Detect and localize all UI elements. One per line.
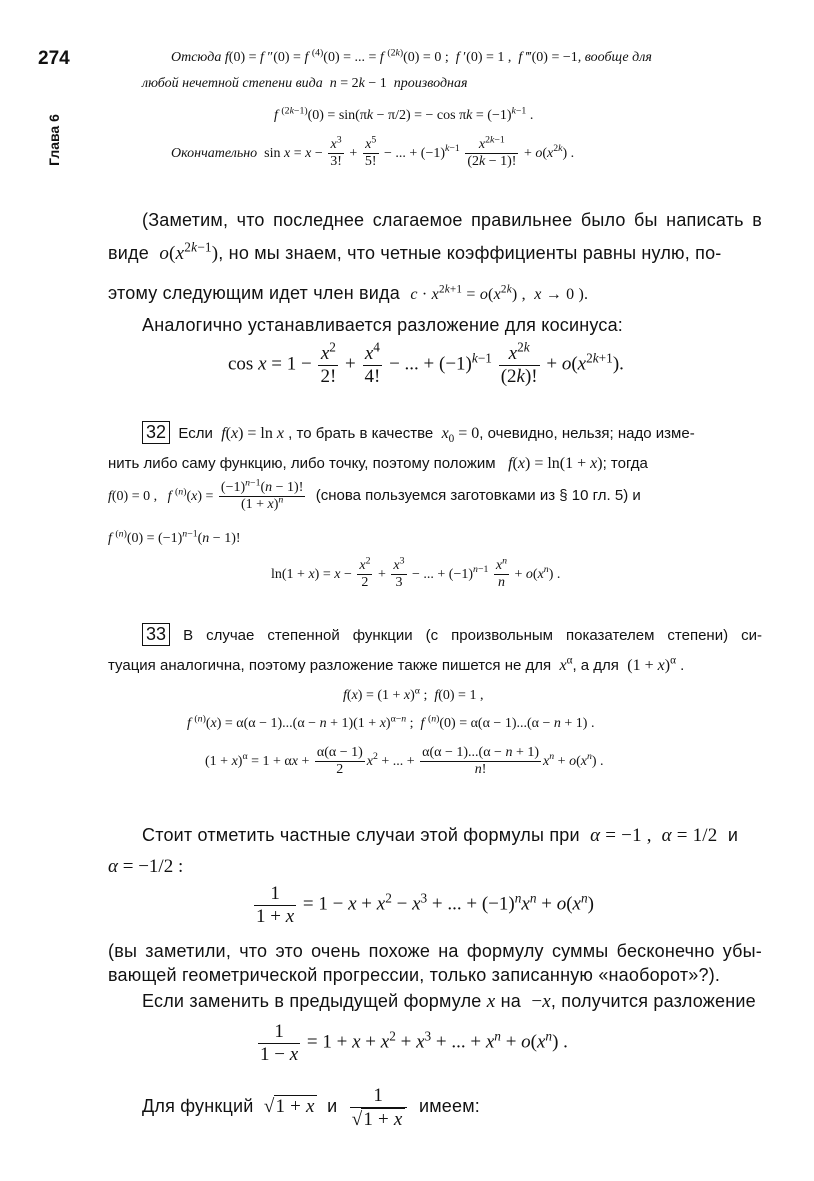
formula-power-function: $f(x) = (1 + x)^\alpha$ ; f(0) = 1 , xyxy=(343,685,484,703)
paragraph-special-cases-line2: α = −1/2 : xyxy=(108,856,184,877)
paragraph-substitution: Если заменить в предыдущей формуле x на −x, получится разложение xyxy=(142,991,756,1012)
section-33-line1: 33 В случае степенной функции (с произвольным показателем степени) си- xyxy=(142,623,762,646)
paragraph-cosine-intro: Аналогично устанавливается разложение для косинуса: xyxy=(142,315,623,335)
formula-cosine-expansion: cos x = 1 − $\frac{x^2}{2!}$ + $\frac{x^4}{4!}$ − ... + $(-1)^{k-1}$ $\frac{x^{2k}}{(2k)!}$ + $o(x^{2k+1})$. xyxy=(228,339,624,387)
paragraph-special-cases-line1: Стоит отметить частные случаи этой формулы при α = −1 , α = 1/2 и xyxy=(142,825,739,846)
section-33-line2: туация аналогична, поэтому разложение также пишется не для $x^\alpha$, а для $(1 + x)^\alpha$ . xyxy=(108,654,685,674)
section-number-33: 33 xyxy=(142,623,170,646)
paragraph-remark-line2: виде $o(x^{2k-1})$, но мы знаем, что четные коэффициенты равны нулю, по- xyxy=(108,239,722,264)
chapter-label: Глава 6 xyxy=(46,114,62,166)
formula-one-over-one-plus-x: $\frac{1}{1 + x}$ = $1 - x + x^2 - x^3$ + ... + $(-1)^nx^n + o(x^n)$ xyxy=(256,883,594,927)
section-32-line1: 32 Если f(x) = ln x , то брать в качестве $x_0 = 0$, очевидно, нельзя; надо изме- xyxy=(142,421,695,444)
paragraph-remark-line3: этому следующим идет член вида $c \cdot x^{2k+1} = o(x^{2k})$ , x → 0 ). xyxy=(108,283,589,303)
formula-sine-expansion: Окончательно sin x = x − $\frac{x^3}{3!}$ + $\frac{x^5}{5!}$ − ... + $(-1)^{k-1}$ $\frac{x^{2k-1}}{(2k - 1)!}$ + $o(x^{2k})$ . xyxy=(171,134,575,170)
formula-line-derivatives-at-zero: Отсюда f(0) = f ″(0) = f $^{(4)}$(0) = ... = f $^{(2k)}$(0) = 0 ; f ′(0) = 1 , f ‴(0) = −1, вообще для xyxy=(171,47,652,65)
paragraph-sqrt-functions: Для функций √1 + x и $\frac{1}{√1 + x}$ имеем: xyxy=(142,1085,480,1130)
section-32-line2: нить либо саму функцию, либо точку, поэтому положим f(x) = ln(1 + x); тогда xyxy=(108,455,648,472)
formula-log-expansion: ln(1 + x) = x − $\frac{x^2}{2}$ + $\frac{x^3}{3}$ − ... + $(-1)^{n-1}$ $\frac{x^n}{n}$ + $o(x^n)$ . xyxy=(271,555,561,591)
paragraph-remark-line1: (Заметим, что последнее слагаемое правильнее было бы написать в xyxy=(142,210,762,230)
page-number: 274 xyxy=(38,48,70,69)
formula-binomial-expansion: $(1 + x)^\alpha = 1 + \alpha x$ + $\frac{\alpha(\alpha - 1)}{2}$ $x^2$ + ... + $\frac{\alpha(\alpha - 1)...(\alpha - n + 1)}{n!}$ $x^n + o(x^n)$ . xyxy=(205,745,604,778)
formula-odd-derivative: f $^{(2k-1)}$(0) = sin(πk − π/2) = − $\cos \pi k = (-1)^{k-1}$ . xyxy=(274,105,534,123)
formula-one-over-one-minus-x: $\frac{1}{1 - x}$ = $1 + x + x^2 + x^3$ + ... + $x^n + o(x^n)$ . xyxy=(260,1021,568,1065)
formula-power-derivatives: f $^{(n)}(x) = \alpha(\alpha - 1)...(\alpha - n + 1)(1 + x)^{\alpha-n}$ ; f $^{(n)}$(0) = α(α − 1)...(α − n + 1) . xyxy=(187,713,595,731)
section-number-32: 32 xyxy=(142,421,170,444)
section-32-line4: f $^{(n)}(0) = (-1)^{n-1}(n - 1)$! xyxy=(108,528,241,546)
section-32-line3: f(0) = 0 , f $^{(n)}$(x) = $\frac{(-1)^{n-1}(n - 1)!}{(1 + x)^n}$ (снова пользуемся заготовками из § 10 гл. 5) и xyxy=(108,477,641,513)
paragraph-geometric-line2: вающей геометрической прогрессии, только записанную «наоборот»?). xyxy=(108,965,721,985)
formula-line-odd-degree: любой нечетной степени вида n = 2k − 1 производная xyxy=(142,76,468,91)
paragraph-geometric-line1: (вы заметили, что это очень похоже на формулу суммы бесконечно убы- xyxy=(108,941,762,961)
